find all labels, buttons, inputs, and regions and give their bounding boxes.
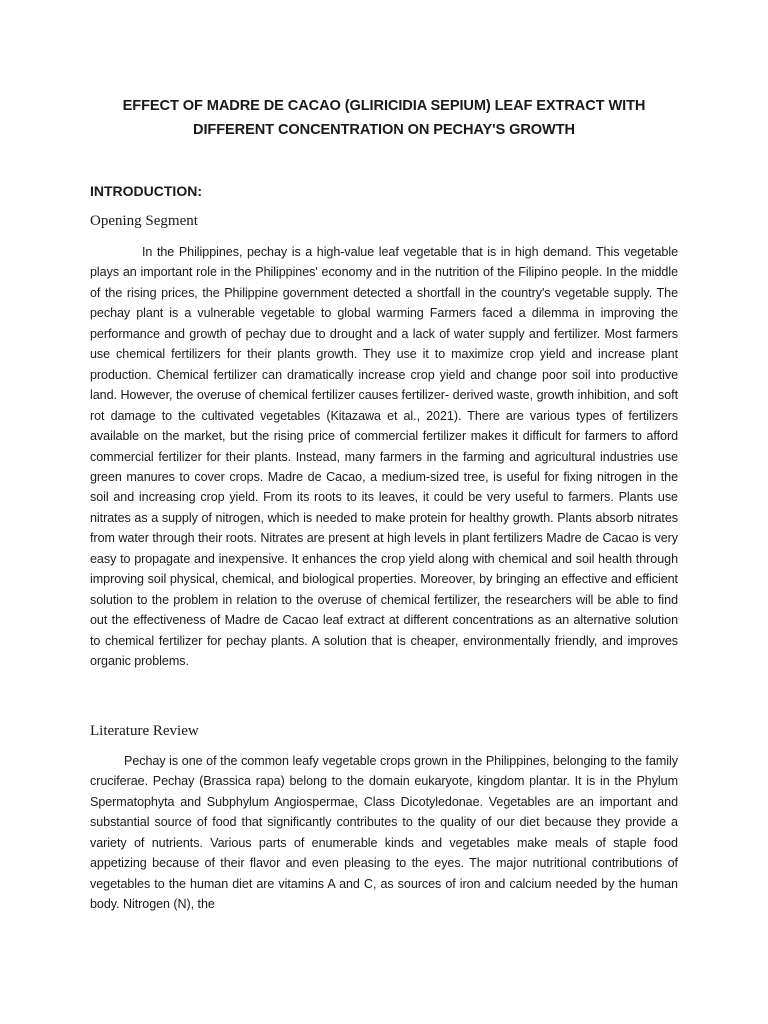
paragraph-opening-segment: In the Philippines, pechay is a high-value leaf vegetable that is in high demand. This vegetable plays an important role in the Philippines' economy and in the nutrition of the Filipino people. In the middle of the rising prices, the Philippine government detected a shortfall in the country's vegetable supply. The pechay plant is a vulnerable vegetable to global warming Farmers faced a dilemma in improving the performance and growth of pechay due to drought and a lack of water supply and fertilizer. Most farmers use chemical fertilizers for their plants growth. They use it to maximize crop yield and increase plant production. Chemical fertilizer can dramatically increase crop yield and change poor soil into productive land. However, the overuse of chemical fertilizer causes fertilizer- derived waste, growth inhibition, and soft rot damage to the cultivated vegetables (Kitazawa et al., 2021). There are various types of fertilizers available on the market, but the rising price of commercial fertilizer makes it difficult for farmers to afford commercial fertilizer for their plants. Instead, many farmers in the farming and agricultural industries use green manures to cover crops. Madre de Cacao, a medium-sized tree, is useful for fixing nitrogen in the soil and increasing crop yield. From its roots to its leaves, it could be very useful to farmers. Plants use nitrates as a supply of nitrogen, which is needed to make protein for healthy growth. Plants absorb nitrates from water through their roots. Nitrates are present at high levels in plant fertilizers Madre de Cacao is very easy to propagate and inexpensive. It enhances the crop yield along with chemical and soil health through improving soil physical, chemical, and biological properties. Moreover, by bringing an effective and efficient solution to the problem in relation to the overuse of chemical fertilizer, the researchers will be able to find out the effectiveness of Madre de Cacao leaf extract at different concentrations as an alternative solution to chemical fertilizer for pechay plants. A solution that is cheaper, environmentally friendly, and improves organic problems. (90, 245, 678, 669)
document-title: EFFECT OF MADRE DE CACAO (GLIRICIDIA SEPIUM) LEAF EXTRACT WITH DIFFERENT CONCENTRATION ON PECHAY'S GROWTH (122, 98, 646, 138)
section-heading-introduction: INTRODUCTION: (90, 183, 202, 199)
subheading-literature-review: Literature Review (90, 723, 199, 739)
subheading-opening-segment: Opening Segment (90, 213, 198, 229)
paragraph-literature-review: Pechay is one of the common leafy vegetable crops grown in the Philippines, belonging to the family cruciferae. Pechay (Brassica rapa) belong to the domain eukaryote, kingdom plantar. It is in the Phylum Spermatophyta and Subphylum Angiospermae, Class Dicotyledonae. Vegetables are an important and substantial source of food that significantly contributes to the quality of our diet because they provide a variety of nutrients. Various parts of enumerable kinds and vegetables make meals of staple food appetizing because of their flavor and even pleasing to the eyes. The major nutritional contributions of vegetables to the human diet are vitamins A and C, as sources of iron and calcium needed by the human body. Nitrogen (N), the (90, 754, 678, 912)
